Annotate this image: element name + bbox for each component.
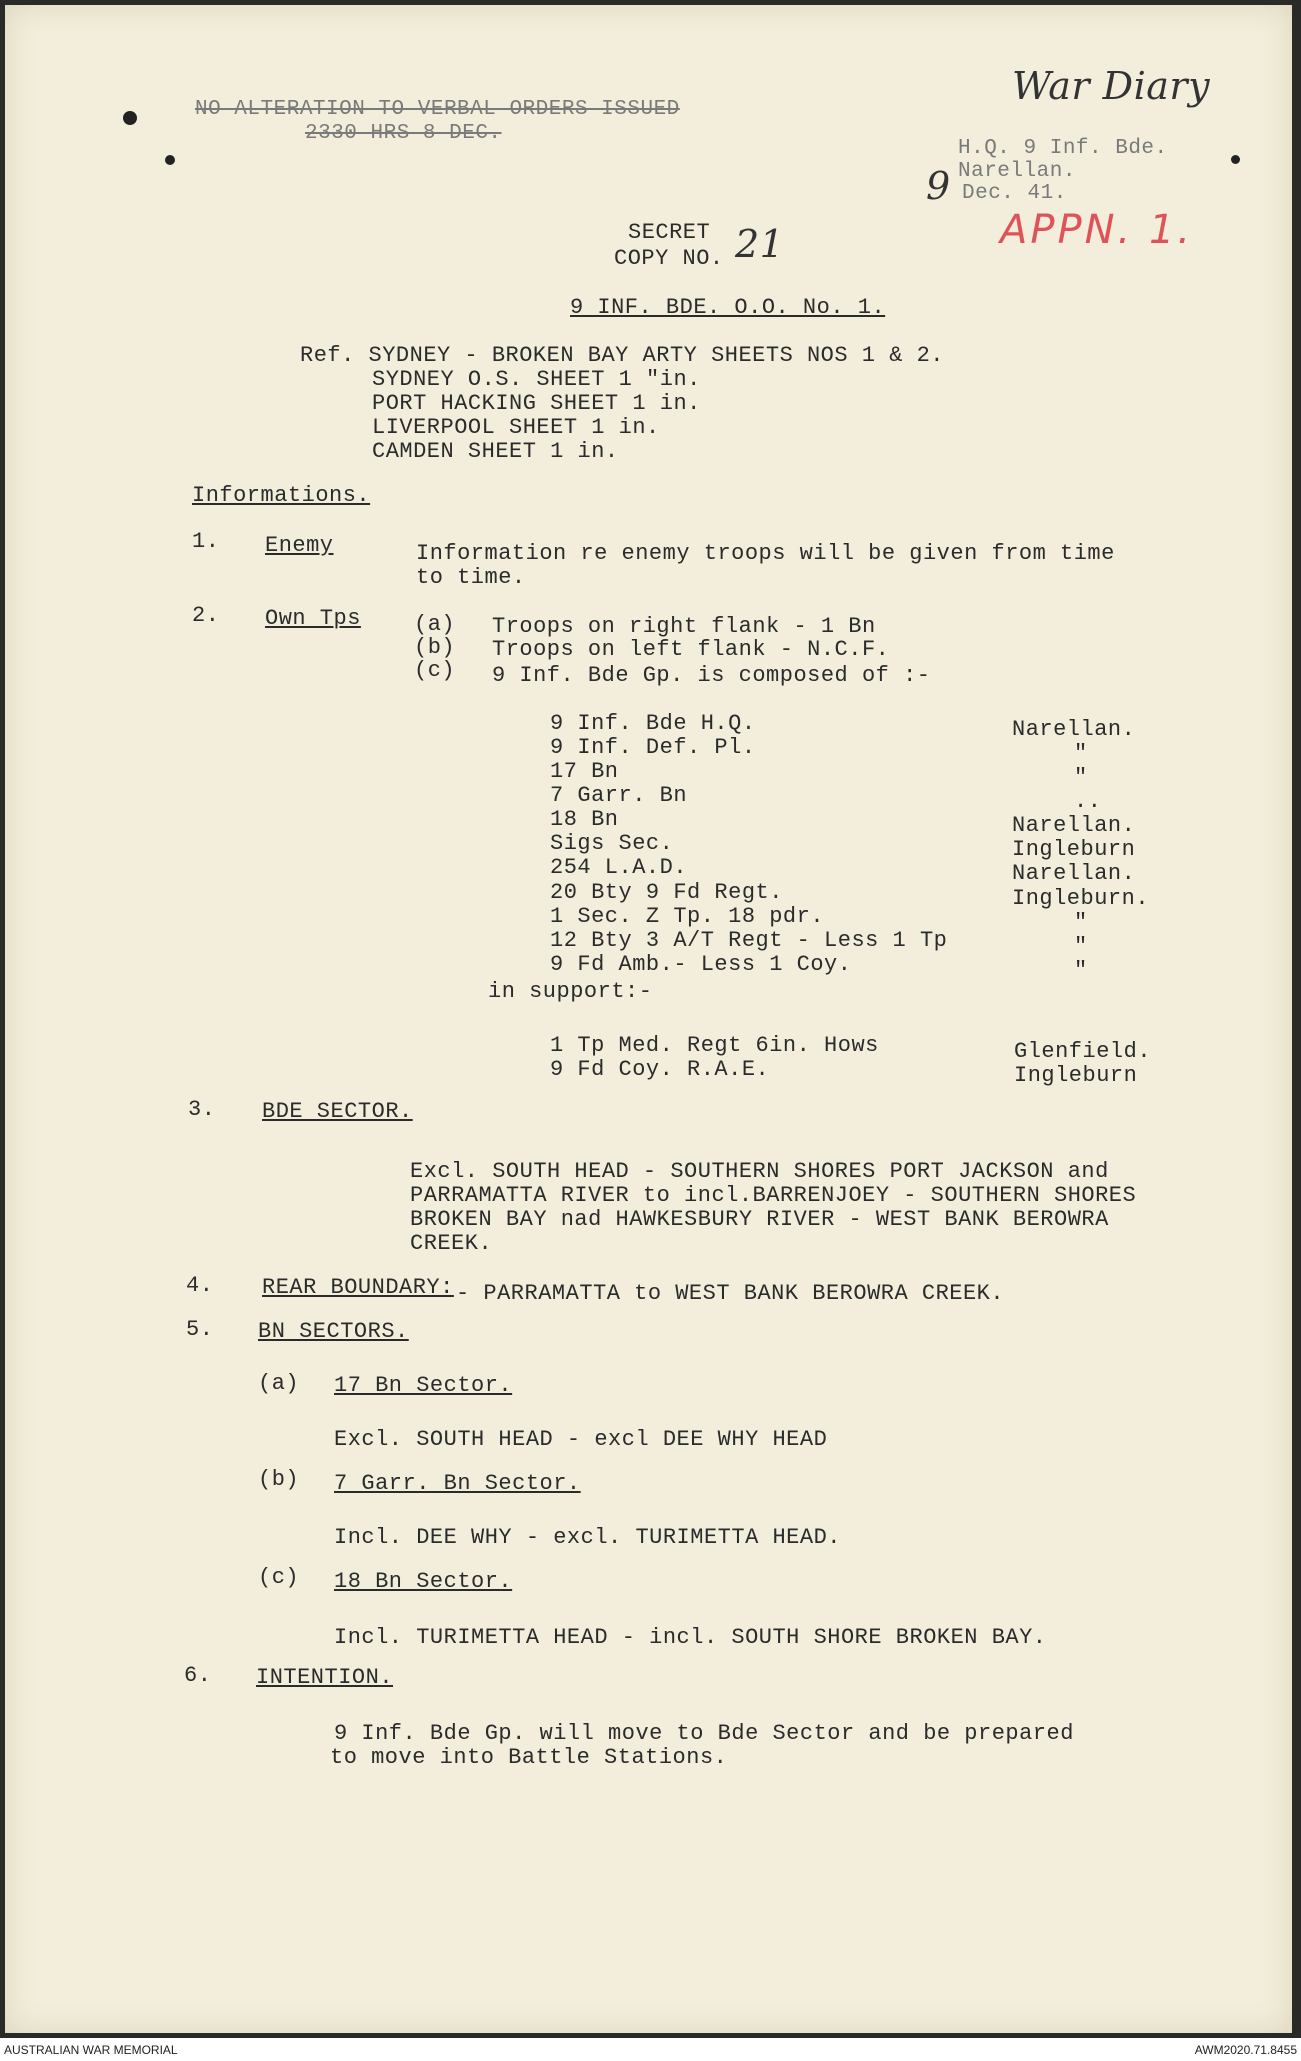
unit-name: 1 Tp Med. Regt 6in. Hows — [550, 1033, 879, 1058]
para-text: BROKEN BAY nad HAWKESBURY RIVER - WEST BANK BEROWRA — [410, 1207, 1109, 1232]
sub-text: Excl. SOUTH HEAD - excl DEE WHY HEAD — [334, 1427, 828, 1452]
hq-line-2: Narellan. — [958, 160, 1076, 183]
para-text: Information re enemy troops will be given from time — [416, 541, 1115, 566]
item-text: Troops on right flank - 1 Bn — [492, 614, 876, 639]
unit-location: Narellan. — [1012, 813, 1136, 838]
para-number: 4. — [186, 1273, 214, 1298]
ref-line: Ref. SYDNEY - BROKEN BAY ARTY SHEETS NOS 1 & 2. — [300, 343, 945, 368]
sub-heading: 18 Bn Sector. — [334, 1569, 513, 1594]
support-label: in support:- — [488, 979, 653, 1004]
secret-label: SECRET — [628, 220, 711, 245]
para-text: 9 Inf. Bde Gp. will move to Bde Sector and be prepared — [334, 1721, 1074, 1746]
para-text: to time. — [416, 565, 526, 590]
ref-line: PORT HACKING SHEET 1 in. — [372, 391, 701, 416]
unit-location: " — [1074, 910, 1088, 935]
unit-location: " — [1074, 765, 1088, 790]
sub-heading: 7 Garr. Bn Sector. — [334, 1471, 581, 1496]
unit-name: 1 Sec. Z Tp. 18 pdr. — [550, 904, 825, 929]
para-text: - PARRAMATTA to WEST BANK BEROWRA CREEK. — [456, 1281, 1005, 1306]
unit-location: Ingleburn — [1014, 1063, 1138, 1088]
order-title: 9 INF. BDE. O.O. No. 1. — [570, 295, 886, 320]
para-label: Own Tps — [265, 606, 361, 631]
stamp-line-2: 2330 HRS 8 DEC. — [305, 122, 502, 145]
para-number: 5. — [186, 1317, 214, 1342]
sub-letter: (b) — [258, 1467, 300, 1492]
unit-location: " — [1074, 934, 1088, 959]
hq-line-3: Dec. 41. — [962, 182, 1067, 205]
unit-name: 9 Inf. Def. Pl. — [550, 735, 756, 760]
unit-location: Ingleburn. — [1012, 886, 1150, 911]
handwritten-title: War Diary — [1012, 64, 1211, 108]
sub-heading: 17 Bn Sector. — [334, 1373, 513, 1398]
para-text: PARRAMATTA RIVER to incl.BARRENJOEY - SOUTHERN SHORES — [410, 1183, 1137, 1208]
punch-hole — [1231, 155, 1240, 164]
unit-location: Glenfield. — [1014, 1039, 1152, 1064]
para-label: Enemy — [265, 533, 334, 558]
para-number: 1. — [192, 529, 220, 554]
sub-letter: (a) — [258, 1371, 300, 1396]
ref-line: SYDNEY O.S. SHEET 1 "in. — [372, 367, 701, 392]
item-text: 9 Inf. Bde Gp. is composed of :- — [492, 663, 931, 688]
ref-line: LIVERPOOL SHEET 1 in. — [372, 415, 660, 440]
sub-text: Incl. DEE WHY - excl. TURIMETTA HEAD. — [334, 1525, 841, 1550]
unit-name: 17 Bn — [550, 759, 619, 784]
item-letter: (a) — [414, 612, 456, 637]
unit-name: 254 L.A.D. — [550, 855, 688, 880]
sub-text: Incl. TURIMETTA HEAD - incl. SOUTH SHORE BROKEN BAY. — [334, 1625, 1047, 1650]
para-heading: BN SECTORS. — [258, 1319, 409, 1344]
para-number: 3. — [188, 1097, 216, 1122]
ref-line: CAMDEN SHEET 1 in. — [372, 439, 619, 464]
para-heading: INTENTION. — [256, 1665, 394, 1690]
item-letter: (c) — [414, 658, 456, 683]
unit-location: Ingleburn — [1012, 837, 1136, 862]
footer-bar — [0, 2038, 1301, 2061]
informations-heading: Informations. — [192, 483, 371, 508]
unit-name: 9 Inf. Bde H.Q. — [550, 711, 756, 736]
sub-letter: (c) — [258, 1565, 300, 1590]
para-heading: BDE SECTOR. — [262, 1099, 413, 1124]
unit-location: " — [1074, 741, 1088, 766]
handwritten-day: 9 — [926, 164, 951, 208]
appendix-number: APPN. 1. — [1000, 207, 1194, 253]
para-text: Excl. SOUTH HEAD - SOUTHERN SHORES PORT JACKSON and — [410, 1159, 1109, 1184]
footer-accession: AWM2020.71.8455 — [1194, 2043, 1297, 2057]
unit-name: 12 Bty 3 A/T Regt - Less 1 Tp — [550, 928, 948, 953]
copy-label: COPY NO. — [614, 246, 724, 271]
footer-institution: AUSTRALIAN WAR MEMORIAL — [4, 2043, 178, 2057]
copy-number: 21 — [735, 222, 785, 266]
item-text: Troops on left flank - N.C.F. — [492, 637, 890, 662]
unit-name: 18 Bn — [550, 807, 619, 832]
unit-name: 20 Bty 9 Fd Regt. — [550, 880, 783, 905]
unit-name: Sigs Sec. — [550, 831, 674, 856]
item-letter: (b) — [414, 635, 456, 660]
stamp-line-1: NO ALTERATION TO VERBAL ORDERS ISSUED — [195, 98, 680, 121]
unit-name: 9 Fd Coy. R.A.E. — [550, 1057, 770, 1082]
unit-location: " — [1074, 958, 1088, 983]
punch-hole — [123, 111, 137, 125]
unit-location: Narellan. — [1012, 861, 1136, 886]
para-heading: REAR BOUNDARY: — [262, 1275, 454, 1300]
unit-name: 9 Fd Amb.- Less 1 Coy. — [550, 952, 852, 977]
unit-name: 7 Garr. Bn — [550, 783, 688, 808]
punch-hole — [165, 155, 175, 165]
para-text: CREEK. — [410, 1231, 493, 1256]
unit-location: Narellan. — [1012, 717, 1136, 742]
unit-location: .. — [1074, 789, 1102, 814]
para-text: to move into Battle Stations. — [330, 1745, 728, 1770]
para-number: 6. — [184, 1663, 212, 1688]
para-number: 2. — [192, 603, 220, 628]
hq-line-1: H.Q. 9 Inf. Bde. — [958, 137, 1168, 160]
